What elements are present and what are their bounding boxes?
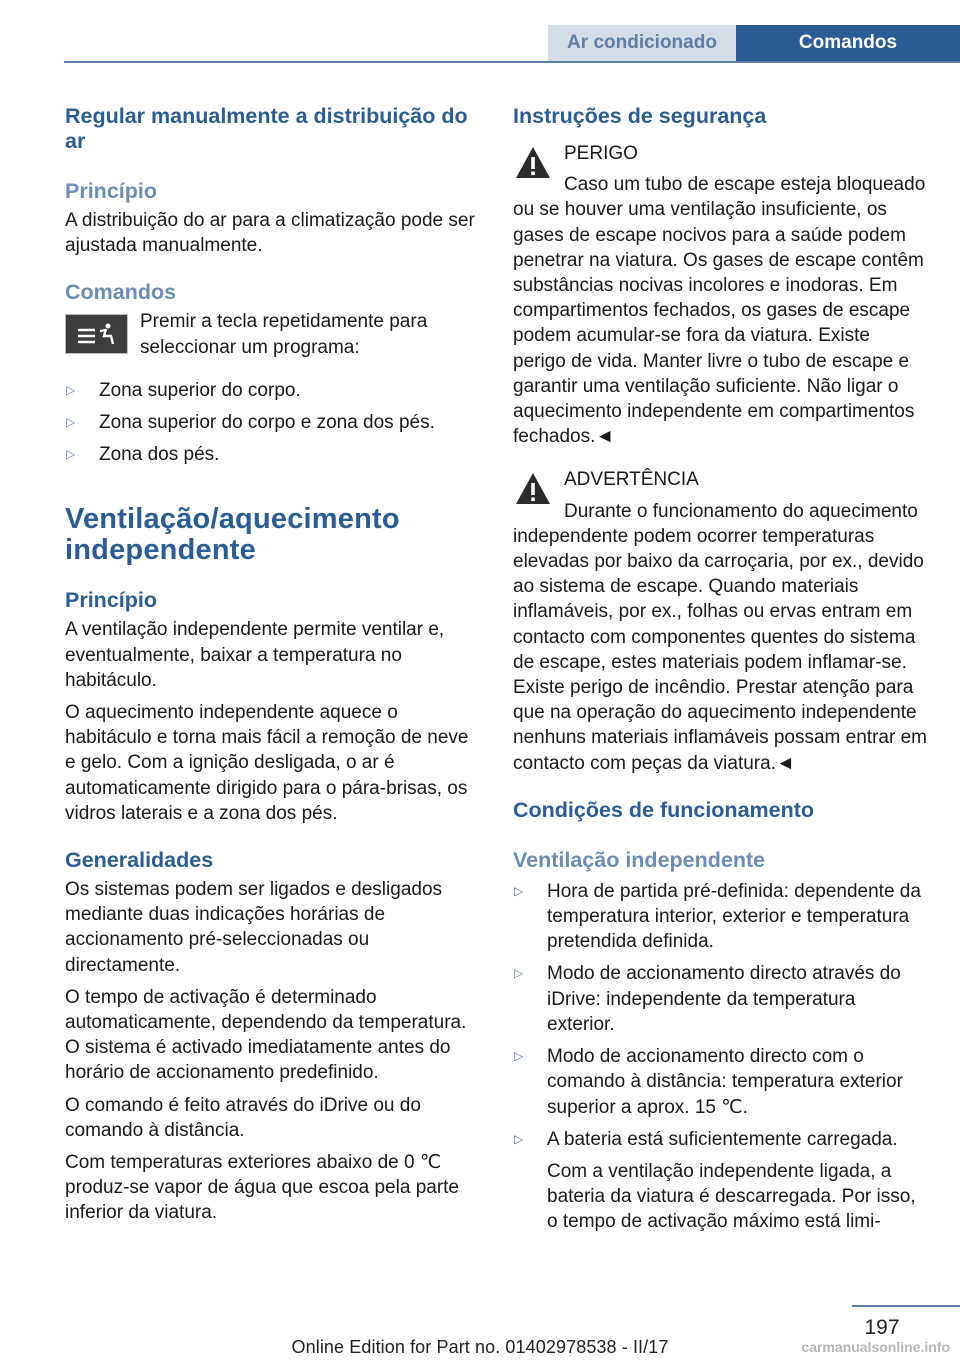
conditions-list [513,879,927,1235]
section-tab: Ar condicionado [548,25,736,61]
warning-danger [513,141,927,449]
heading-safety: Instruções de segurança [513,104,767,128]
commands-block [65,309,478,359]
heading-principle-2: Princípio [65,588,157,613]
chapter-tab: Comandos [736,25,960,61]
warning-caution [513,467,927,775]
paragraph-commands: Premir a tecla repetidamente para seleccionar um programa: [140,311,428,358]
warning-triangle-icon [513,143,553,183]
heading-commands: Comandos [65,280,177,305]
paragraph-general-1: Os sistemas podem ser ligados e desligados mediante duas indicações horárias de accionamento pré-seleccionadas ou directamente. [65,879,443,976]
heading-ventilation-heating: Ventilação/aquecimento independente [65,503,400,567]
page-number: 197 [864,1316,900,1339]
list-item: ▷ Modo de accionamento directo com o comando à distância: temperatura exterior superior a aprox. 15 ℃. [513,1044,927,1120]
left-column [65,100,478,1226]
warning-danger-text: Caso um tubo de escape esteja bloqueado ou se houver uma ventilação insuficiente, os gases de escape nocivos para a saúde podem penetrar na viatura. Os gases de escape contêm substâncias nocivas incolores e inodoras. Em compartimentos fechados, os gases de escape podem acumular-se fora da viatura. Existe perigo de vida. Manter livre o tubo de escape e garantir uma ventilação suficiente. Não ligar o aquecimento independente em compartimentos fechados.◄ [513,174,926,448]
warning-triangle-icon [513,469,553,509]
paragraph-principle-2a: A ventilação independente permite ventilar e, eventualmente, baixar a temperatura no habitáculo. [65,619,445,691]
list-item: ▷ Zona dos pés. [65,442,478,467]
list-item: ▷ Modo de accionamento directo através do iDrive: independente da temperatura exterior. [513,961,927,1037]
warning-caution-title: ADVERTÊNCIA [564,469,699,491]
heading-air-distribution: Regular manualmente a distribuição do ar [65,104,468,153]
list-item-text: A bateria está suficientemente carregada. [547,1128,898,1150]
heading-general: Generalidades [65,848,214,873]
header-rule [64,61,960,63]
edition-footer: Online Edition for Part no. 01402978538 - II/17 [291,1337,669,1357]
bullet-triangle-icon: ▷ [66,382,76,397]
air-distribution-button-icon [65,314,128,354]
program-list [65,378,478,468]
heading-operating-conditions: Condições de funcionamento [513,797,815,822]
list-item: ▷ Zona superior do corpo e zona dos pés. [65,410,478,435]
paragraph-general-4: Com temperaturas exteriores abaixo de 0 ℃ produz-se vapor de água que escoa pela parte inferior da viatura. [65,1152,459,1224]
bullet-triangle-icon: ▷ [514,883,524,898]
paragraph-principle: A distribuição do ar para a climatização pode ser ajustada manualmente. [65,210,475,257]
list-item: ▷ Zona superior do corpo. [65,378,478,403]
heading-independent-ventilation: Ventilação independente [513,847,766,872]
bullet-triangle-icon: ▷ [66,447,76,462]
watermark: carmanualsonline.info [801,1339,950,1355]
warning-danger-title: PERIGO [564,143,638,164]
paragraph-principle-2b: O aquecimento independente aquece o habitáculo e torna mais fácil a remoção de neve e gelo. Com a ignição desligada, o ar é automaticamente dirigido para o pára-brisas, os vidros laterais e a zona dos pés. [65,702,469,824]
list-item [513,1127,927,1235]
bullet-triangle-icon: ▷ [514,966,524,981]
paragraph-general-3: O comando é feito através do iDrive ou do comando à distância. [65,1094,421,1141]
paragraph-general-2: O tempo de activação é determinado automaticamente, dependendo da temperatura. O sistema é activado imediatamente antes do horário de accionamento predefinido. [65,986,467,1084]
right-column [513,100,927,1235]
bullet-triangle-icon: ▷ [66,415,76,430]
heading-principle: Princípio [65,179,157,203]
warning-caution-text: Durante o funcionamento do aquecimento independente podem ocorrer temperaturas elevadas por baixo da carroçaria, por ex., devido ao sistema de escape. Quando materiais inflamáveis, por ex., folhas ou ervas entram em contacto com componentes quentes do sistema de escape, estes materiais podem inflamar-se. Existe perigo de incêndio. Prestar atenção para que na operação do aquecimento independente nenhuns materiais inflamáveis possam entrar em contacto com peças da viatura.◄ [513,500,927,774]
list-item-continuation: Com a ventilação independente ligada, a bateria da viatura é descarregada. Por isso, o tempo de activação máximo está limi- [547,1160,916,1233]
list-item: ▷ Hora de partida pré-definida: dependente da temperatura interior, exterior e temperatura pretendida definida. [513,879,927,955]
bullet-triangle-icon: ▷ [514,1131,524,1146]
bullet-triangle-icon: ▷ [514,1049,524,1064]
page-header [0,0,960,62]
footer-rule [852,1305,960,1307]
